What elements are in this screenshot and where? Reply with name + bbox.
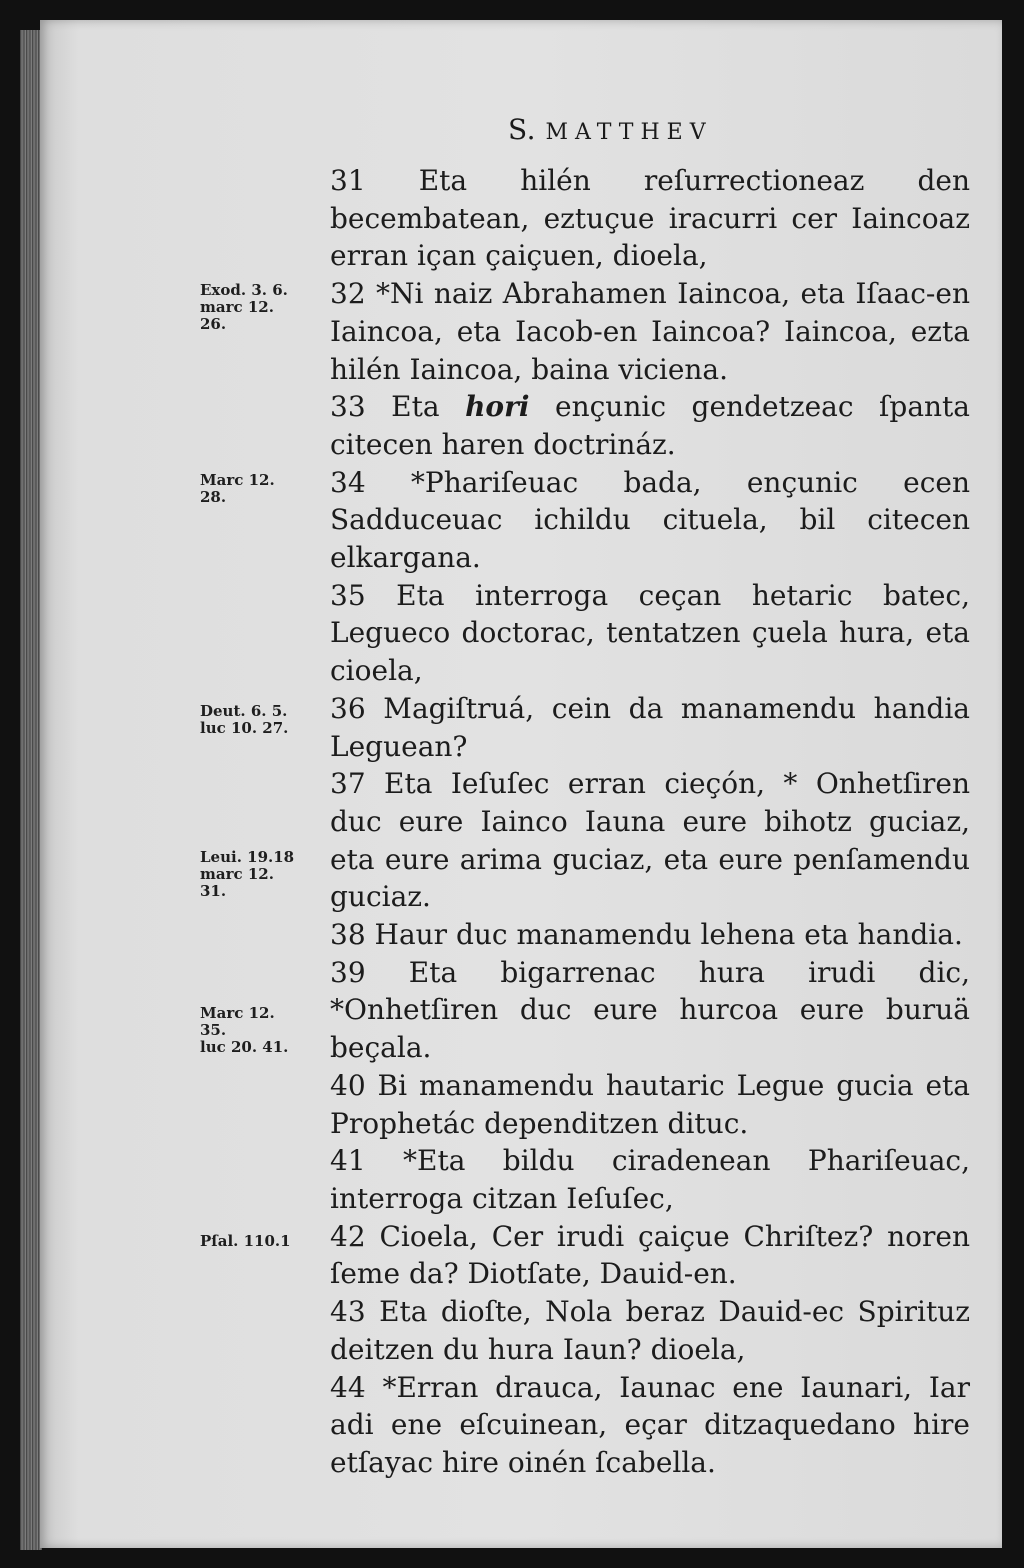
book-spine bbox=[20, 30, 42, 1550]
verse-33 bbox=[330, 388, 970, 463]
running-head bbox=[508, 113, 713, 146]
running-head-initial: S. bbox=[508, 113, 537, 146]
margin-note-marc-12-28: Marc 12. 28. bbox=[200, 471, 275, 506]
verse-44: 44 *Erran drauca, Iaunac ene Iaunari, Iar adi ene eſcuinean, eçar ditzaquedano hire etſayac hire oinén ſcabella. bbox=[330, 1370, 970, 1479]
verse-43: 43 Eta dioſte, Nola beraz Dauid-ec Spirituz deitzen du hura Iaun? dioela, bbox=[330, 1295, 970, 1366]
body-text bbox=[330, 162, 970, 1482]
margin-note-psalm: Pſal. 110.1 bbox=[200, 1232, 291, 1250]
verse-31: 31 Eta hilén reſurrectioneaz den becembatean, eztuçue iracurri cer Iaincoaz erran içan çaiçuen, dioela, bbox=[330, 164, 970, 273]
verse-41: 41 *Eta bildu ciradenean Phariſeuac, interroga citzan Ieſuſec, bbox=[330, 1144, 970, 1215]
margin-note-exodus: Exod. 3. 6. marc 12. 26. bbox=[200, 281, 288, 333]
margin-note-deuteronomy: Deut. 6. 5. luc 10. 27. bbox=[200, 702, 289, 737]
verse-38: 38 Haur duc manamendu lehena eta handia. bbox=[330, 918, 963, 952]
verse-33-emphasis: hori bbox=[465, 390, 530, 424]
verse-33-start: 33 Eta bbox=[330, 390, 466, 424]
verse-33-end: ençunic gendetzeac ſpanta citecen haren doctrináz. bbox=[330, 390, 970, 461]
verse-32: 32 *Ni naiz Abrahamen Iaincoa, eta Iſaac-en Iaincoa, eta Iacob-en Iaincoa? Iaincoa, ezta hilén Iaincoa, baina viciena. bbox=[330, 277, 970, 386]
verse-36: 36 Magiſtruá, cein da manamendu handia Leguean? bbox=[330, 691, 970, 763]
margin-note-marc-12-35: Marc 12. 35. luc 20. 41. bbox=[200, 1004, 289, 1056]
verse-39: 39 Eta bigarrenac hura irudi dic, *Onhetſiren duc eure hurcoa eure buruä beçala. bbox=[330, 955, 970, 1065]
verse-35: 35 Eta interroga ceçan hetaric batec, Legueco doctorac, tentatzen çuela hura, eta cioela, bbox=[330, 578, 970, 688]
verse-40: 40 Bi manamendu hautaric Legue gucia eta Prophetác dependitzen dituc. bbox=[330, 1068, 970, 1140]
verse-42: 42 Cioela, Cer irudi çaiçue Chriſtez? noren ſeme da? Diotſate, Dauid-en. bbox=[330, 1219, 970, 1291]
running-head-title: MATTHEV bbox=[545, 120, 713, 145]
margin-note-leviticus: Leui. 19.18 marc 12. 31. bbox=[200, 848, 295, 900]
verse-37: 37 Eta Ieſuſec erran cieçón, * Onhetſiren duc eure Iainco Iauna eure bihotz guciaz, eta eure arima guciaz, eta eure penſamendu guciaz. bbox=[330, 767, 970, 914]
verse-34: 34 *Phariſeuac bada, ençunic ecen Sadduceuac ichildu cituela, bil citecen elkargana. bbox=[330, 465, 970, 575]
